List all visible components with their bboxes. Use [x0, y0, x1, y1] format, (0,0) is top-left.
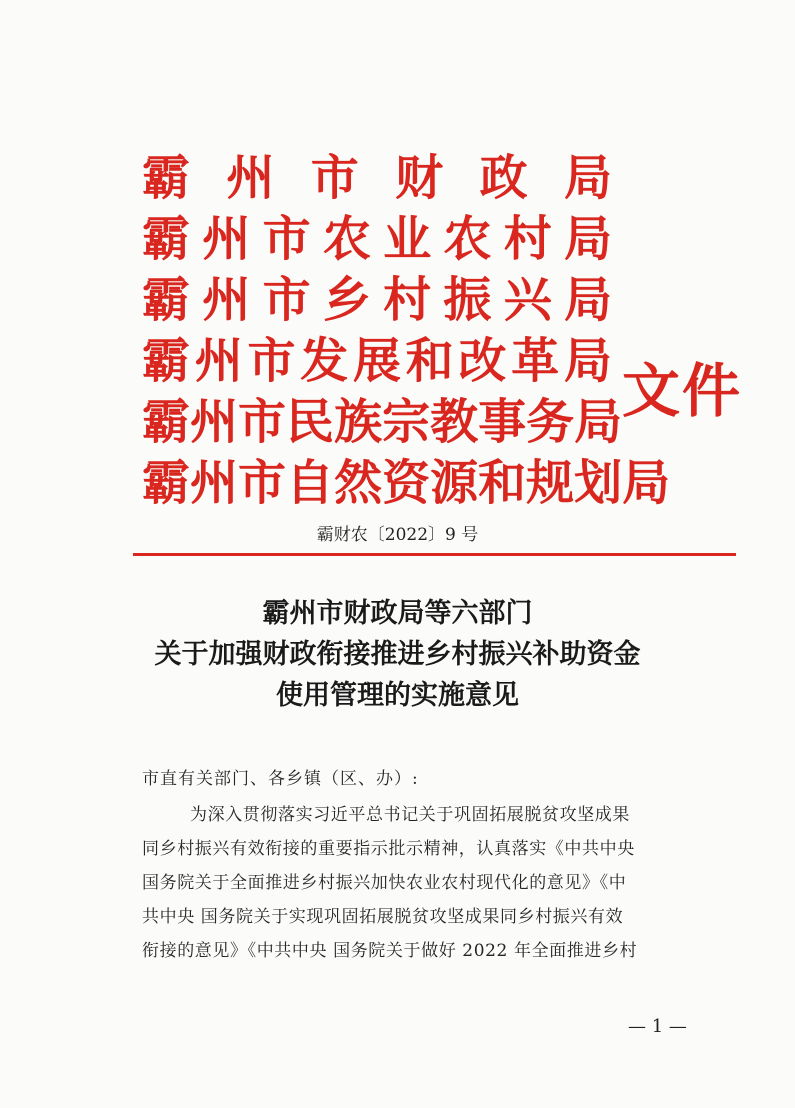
page-number: — 1 —: [628, 1016, 687, 1037]
issuing-agencies: [142, 148, 671, 514]
title-line: 关于加强财政衔接推进乡村振兴补助资金: [154, 639, 641, 670]
paragraph-line: 同乡村振兴有效衔接的重要指示批示精神，认真落实《中共中央: [142, 839, 635, 859]
paragraph-line: 为深入贯彻落实习近平总书记关于巩固拓展脱贫攻坚成果: [190, 805, 630, 825]
title-line: 使用管理的实施意见: [276, 680, 519, 711]
document-type-label: 文件: [622, 357, 743, 425]
addressee: 市直有关部门、各乡镇（区、办）:: [142, 769, 419, 789]
document-title: [0, 593, 795, 716]
agency-row: 霸 州 市 发 展 和 改 革 局: [142, 333, 612, 389]
agency-row: 霸 州 市 乡 村 振 兴 局: [142, 272, 612, 328]
title-line: 霸州市财政局等六部门: [262, 598, 533, 629]
document-number: 霸财农〔2022〕9 号: [316, 525, 479, 545]
agency-row: 霸 州 市 自 然 资 源 和 规 划 局: [142, 455, 671, 511]
document-body: [142, 760, 738, 968]
agency-row: 霸 州 市 农 业 农 村 局: [142, 211, 612, 267]
red-divider-line: [133, 553, 736, 556]
paragraph-line: 国务院关于全面推进乡村振兴加快农业农村现代化的意见》《中: [142, 873, 627, 893]
paragraph-line: 衔接的意见》《中共中央 国务院关于做好 2022 年全面推进乡村: [142, 941, 638, 961]
agency-row: 霸 州 市 民 族 宗 教 事 务 局: [142, 394, 623, 450]
paragraph-line: 共中央 国务院关于实现巩固拓展脱贫攻坚成果同乡村振兴有效: [142, 907, 624, 927]
agency-row: 霸 州 市 财 政 局: [142, 150, 612, 206]
